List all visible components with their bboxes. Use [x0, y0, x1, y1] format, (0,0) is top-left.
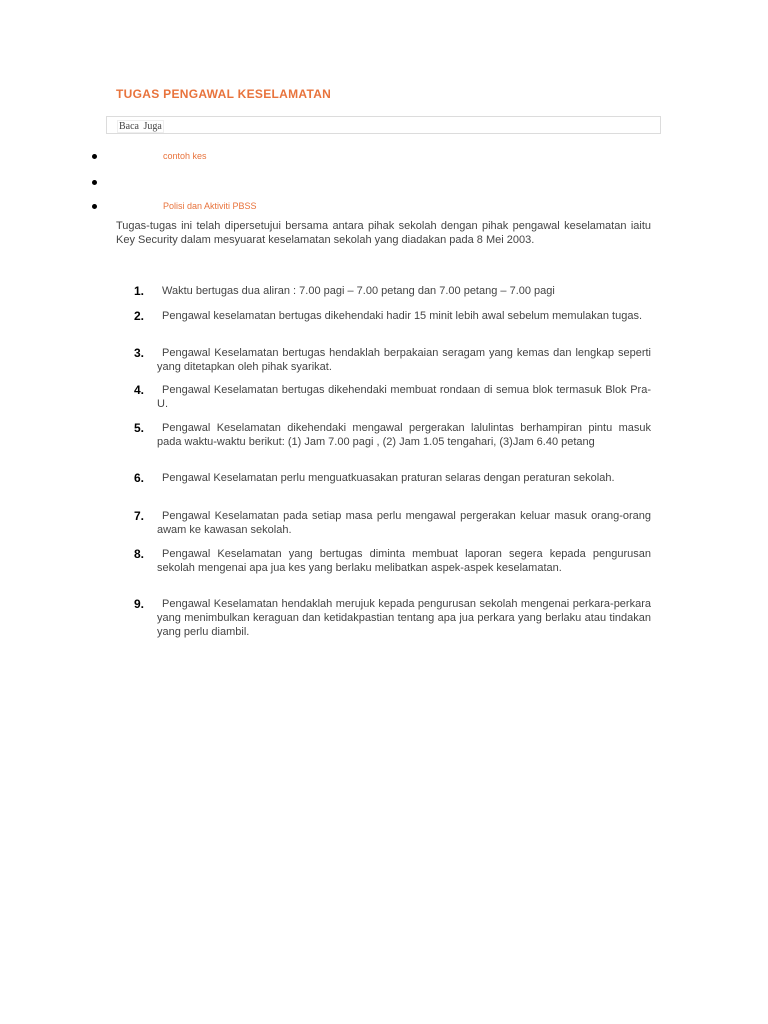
duty-text: Pengawal Keselamatan bertugas hendaklah berpakaian seragam yang kemas dan lengkap seperti yang ditetapkan oleh pihak syarikat.: [157, 347, 651, 373]
duty-text: Pengawal keselamatan bertugas dikehendaki hadir 15 minit lebih awal sebelum memulakan tugas.: [162, 310, 643, 322]
duty-text: Waktu bertugas dua aliran : 7.00 pagi – 7.00 petang dan 7.00 petang – 7.00 pagi: [162, 285, 555, 297]
list-item: [92, 176, 392, 190]
duty-text: Pengawal Keselamatan bertugas dikehendaki membuat rondaan di semua blok termasuk Blok Pra-U.: [157, 384, 651, 410]
duty-number: 4.: [134, 383, 145, 397]
related-link-polisi-pbss[interactable]: Polisi dan Aktiviti PBSS: [163, 201, 257, 211]
duty-number: 6.: [134, 471, 145, 485]
bullet-icon: [92, 204, 97, 209]
duty-text: Pengawal Keselamatan dikehendaki mengawal pergerakan lalulintas berhampiran pintu masuk pada waktu-waktu berikut: (1) Jam 7.00 pagi , (2) Jam 1.05 tengahari, (3)Jam 6.40 petang: [157, 422, 651, 448]
duty-number: 9.: [134, 597, 145, 611]
list-item: [92, 200, 392, 214]
bullet-icon: [92, 180, 97, 185]
bullet-icon: [92, 154, 97, 159]
list-item: [92, 150, 392, 164]
baca-juga-label: Baca Juga: [119, 121, 162, 132]
duty-number: 5.: [134, 421, 145, 435]
page-title: TUGAS PENGAWAL KESELAMATAN: [116, 87, 332, 101]
duty-number: 8.: [134, 547, 145, 561]
duty-text: Pengawal Keselamatan hendaklah merujuk kepada pengurusan sekolah mengenai perkara-perkara yang menimbulkan keraguan dan ketidakpastian tentang apa jua perkara yang berlaku atau tindakan yang perlu diambil.: [157, 598, 651, 638]
duty-number: 2.: [134, 309, 145, 323]
duty-number: 1.: [134, 284, 145, 298]
related-links-list: [0, 0, 768, 220]
related-link-contoh-kes[interactable]: contoh kes: [163, 151, 207, 161]
intro-paragraph: Tugas-tugas ini telah dipersetujui bersama antara pihak sekolah dengan pihak pengawal keselamatan iaitu Key Security dalam mesyuarat keselamatan sekolah yang diadakan pada 8 Mei 2003.: [116, 220, 651, 246]
duty-text: Pengawal Keselamatan pada setiap masa perlu mengawal pergerakan keluar masuk orang-orang awam ke kawasan sekolah.: [157, 510, 651, 536]
duty-number: 7.: [134, 509, 145, 523]
duty-text: Pengawal Keselamatan perlu menguatkuasakan praturan selaras dengan peraturan sekolah.: [162, 472, 615, 484]
duty-number: 3.: [134, 346, 145, 360]
duty-text: Pengawal Keselamatan yang bertugas diminta membuat laporan segera kepada pengurusan sekolah mengenai apa jua kes yang berlaku melibatkan aspek-aspek keselamatan.: [157, 548, 651, 574]
